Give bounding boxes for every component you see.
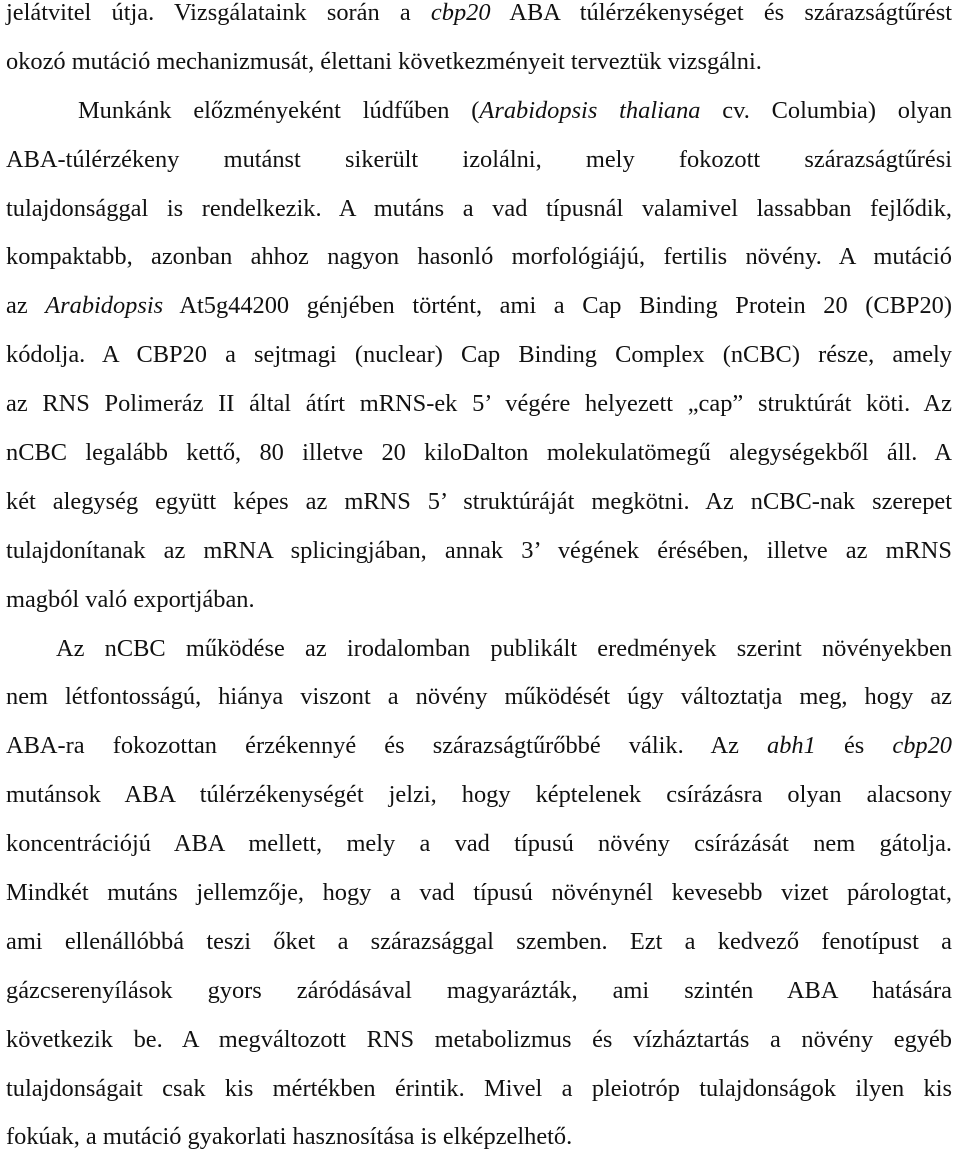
text-line: [6, 820, 952, 869]
text-run: Munkánk előzményeként lúdfűben (: [78, 96, 480, 124]
text-run: ABA-ra fokozottan érzékennyé és szárazságtűrőbbé válik. Az: [6, 732, 768, 760]
text-run: okozó mutáció mechanizmusát, élettani következményeit terveztük vizsgálni.: [6, 47, 762, 75]
italic-term: abh1: [767, 732, 816, 760]
text-run: két alegység együtt képes az mRNS 5’ struktúráját megkötni. Az nCBC-nak szerepet: [6, 487, 952, 515]
text-line: [6, 967, 952, 1016]
text-run: nCBC legalább kettő, 80 illetve 20 kiloDalton molekulatömegű alegységekből áll. A: [6, 439, 952, 467]
text-line: [6, 233, 952, 282]
text-run: At5g44200 génjében történt, ami a Cap Binding Protein 20 (CBP20): [163, 292, 952, 320]
text-line: [6, 673, 952, 722]
text-line: [6, 1065, 952, 1114]
text-run: magból való exportjában.: [6, 585, 255, 613]
text-line: [6, 0, 952, 38]
text-line: [6, 1016, 952, 1065]
text-run: Mindkét mutáns jellemzője, hogy a vad típusú növénynél kevesebb vizet párologtat,: [6, 879, 952, 907]
text-run: ABA-túlérzékeny mutánst sikerült izolálni, mely fokozott szárazságtűrési: [6, 145, 952, 173]
text-run: Az nCBC működése az irodalomban publikált eredmények szerint növényekben: [56, 634, 952, 662]
text-line: [6, 478, 952, 527]
text-run: mutánsok ABA túlérzékenységét jelzi, hogy képtelenek csírázásra olyan alacsony: [6, 781, 952, 809]
text-run: nem létfontosságú, hiánya viszont a növény működését úgy változtatja meg, hogy az: [6, 683, 952, 711]
text-run: és: [815, 732, 893, 760]
text-line: [6, 771, 952, 820]
text-run: ami ellenállóbbá teszi őket a szárazsággal szemben. Ezt a kedvező fenotípust a: [6, 927, 952, 955]
text-run: kódolja. A CBP20 a sejtmagi (nuclear) Cap Binding Complex (nCBC) része, amely: [6, 341, 952, 369]
text-run: fokúak, a mutáció gyakorlati hasznosítása is elképzelhető.: [6, 1123, 573, 1151]
text-line: [6, 918, 952, 967]
text-run: koncentrációjú ABA mellett, mely a vad típusú növény csírázását nem gátolja.: [6, 830, 952, 858]
text-line: [6, 282, 952, 331]
text-run: cv. Columbia) olyan: [700, 96, 952, 124]
text-line: [6, 527, 952, 576]
text-run: az: [6, 292, 46, 320]
text-run: tulajdonságait csak kis mértékben érintik. Mivel a pleiotróp tulajdonságok ilyen kis: [6, 1074, 952, 1102]
text-line: [6, 1113, 952, 1162]
text-run: gázcserenyílások gyors záródásával magyarázták, ami szintén ABA hatására: [6, 976, 952, 1004]
italic-term: Arabidopsis thaliana: [479, 96, 701, 124]
text-run: kompaktabb, azonban ahhoz nagyon hasonló morfológiájú, fertilis növény. A mutáció: [6, 243, 952, 271]
italic-term: cbp20: [892, 732, 952, 760]
text-run: jelátvitel útja. Vizsgálataink során a: [6, 0, 431, 26]
text-line: [6, 722, 952, 771]
text-line: [6, 380, 952, 429]
text-line: [6, 136, 952, 185]
text-line: [6, 38, 952, 87]
italic-term: Arabidopsis: [45, 292, 164, 320]
text-line: [6, 869, 952, 918]
text-run: tulajdonsággal is rendelkezik. A mutáns a vad típusnál valamivel lassabban fejlődik,: [6, 194, 952, 222]
text-run: következik be. A megváltozott RNS metabolizmus és vízháztartás a növény egyéb: [6, 1025, 952, 1053]
text-line: [6, 576, 952, 625]
text-run: ABA túlérzékenységet és szárazságtűrést: [490, 0, 952, 26]
text-line: [6, 429, 952, 478]
text-run: tulajdonítanak az mRNA splicingjában, annak 3’ végének érésében, illetve az mRNS: [6, 536, 952, 564]
text-run: az RNS Polimeráz II által átírt mRNS-ek 5’ végére helyezett „cap” struktúrát köti. Az: [6, 390, 952, 418]
italic-term: cbp20: [430, 0, 491, 26]
text-line: [6, 185, 952, 234]
text-line: [6, 625, 952, 674]
text-line: [6, 87, 952, 136]
text-line: [6, 331, 952, 380]
